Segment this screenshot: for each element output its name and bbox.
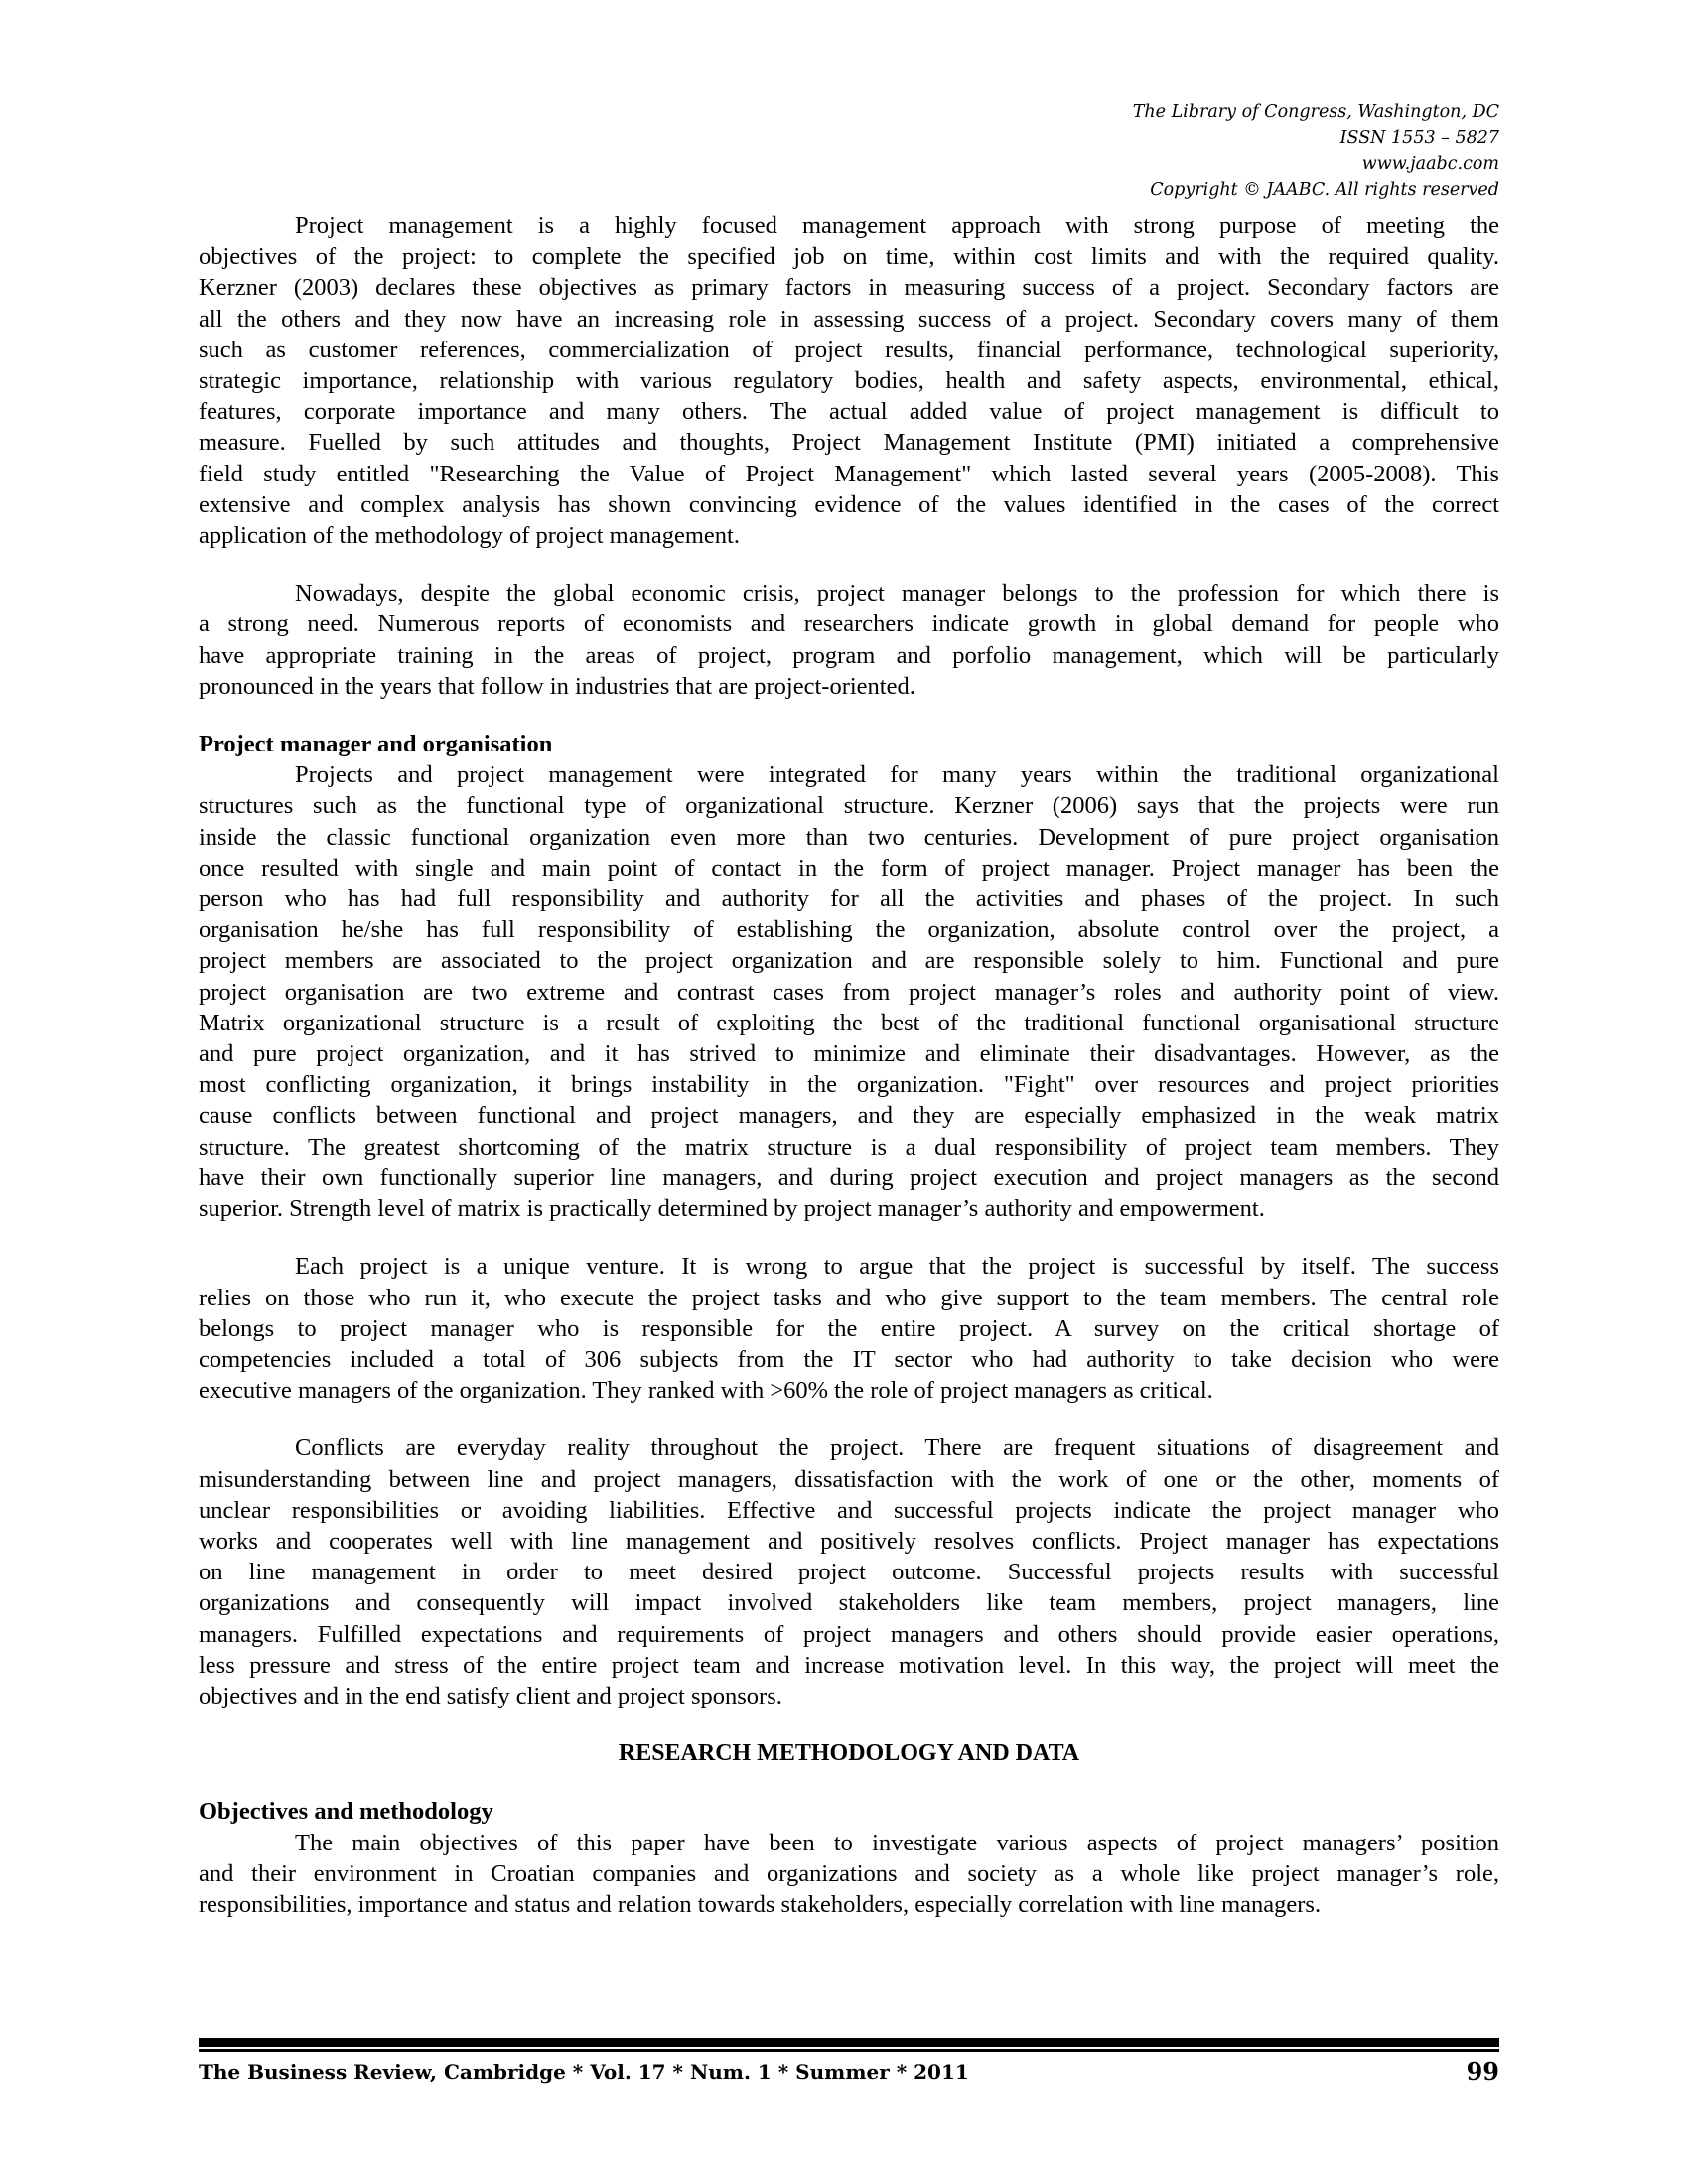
text-line: Projects and project management were integrated for many years within the traditional organizational [295,761,1499,789]
text-line: such as customer references, commercialization of project results, financial performance, technological superiority, [199,336,1499,363]
text-line: a strong need. Numerous reports of economists and researchers indicate growth in global demand for people who [199,611,1499,638]
text-line: misunderstanding between line and project managers, dissatisfaction with the work of one or the other, moments of [199,1465,1499,1493]
text-line: have appropriate training in the areas of project, program and porfolio management, which will be particularly [199,641,1499,669]
header-issn-line: ISSN 1553 – 5827 [1339,128,1499,148]
paragraph-organisation [199,759,1499,1224]
text-line: person who has had full responsibility and authority for all the activities and phases of the project. In such [199,886,1499,913]
text-line: project members are associated to the project organization and are responsible solely to him. Functional and pure [199,947,1499,975]
text-line: extensive and complex analysis has shown convincing evidence of the values identified in the cases of the correct [199,490,1499,518]
text-line: and their environment in Croatian companies and organizations and society as a whole like project manager’s role, [199,1859,1499,1887]
text-line: cause conflicts between functional and project managers, and they are especially emphasized in the weak matrix [199,1102,1499,1130]
text-line: Kerzner (2003) declares these objectives as primary factors in measuring success of a project. Secondary factors are [199,274,1499,302]
text-line: objectives and in the end satisfy client and project sponsors. [199,1682,782,1709]
text-line: Nowadays, despite the global economic crisis, project manager belongs to the profession for which there is [295,580,1499,608]
text-line: responsibilities, importance and status and relation towards stakeholders, especially correlation with line managers. [199,1890,1322,1918]
section-heading: RESEARCH METHODOLOGY AND DATA [618,1740,1080,1767]
page-footer [199,2055,1499,2089]
subheading-project-manager-organisation: Project manager and organisation [199,731,553,758]
footer-journal-citation: The Business Review, Cambridge * Vol. 17 * Num. 1 * Summer * 2011 [199,2060,969,2084]
page-number: 99 [1466,2057,1499,2086]
text-line: pronounced in the years that follow in industries that are project-oriented. [199,672,915,700]
paragraph-project-management [199,210,1499,551]
text-line: all the others and they now have an increasing role in assessing success of a project. Secondary covers many of them [199,305,1499,333]
text-line: unclear responsibilities or avoiding liabilities. Effective and successful projects indicate the project manager who [199,1496,1499,1524]
text-line: objectives of the project: to complete the specified job on time, within cost limits and with the required quality. [199,243,1499,271]
text-line: measure. Fuelled by such attitudes and thoughts, Project Management Institute (PMI) initiated a comprehensive [199,429,1499,457]
text-line: strategic importance, relationship with various regulatory bodies, health and safety aspects, environmental, ethical, [199,367,1499,395]
text-line: organizations and consequently will impact involved stakeholders like team members, project managers, line [199,1589,1499,1617]
subheading-objectives-methodology: Objectives and methodology [199,1798,493,1826]
text-line: application of the methodology of project management. [199,522,740,550]
header-library-line: The Library of Congress, Washington, DC [1132,102,1499,122]
text-line: structures such as the functional type of organizational structure. Kerzner (2006) says that the projects were run [199,792,1499,820]
text-line: The main objectives of this paper have been to investigate various aspects of project managers’ position [295,1829,1499,1856]
text-line: project organisation are two extreme and contrast cases from project manager’s roles and authority point of view. [199,978,1499,1006]
header-website-line: www.jaabc.com [1361,154,1499,174]
paragraph-unique-venture [199,1251,1499,1406]
text-line: most conflicting organization, it brings instability in the organization. "Fight" over resources and project priorities [199,1071,1499,1099]
footer-rule-thin [199,2049,1499,2052]
text-line: belongs to project manager who is responsible for the entire project. A survey on the critical shortage of [199,1314,1499,1342]
paragraph-objectives [199,1828,1499,1921]
text-line: organisation he/she has full responsibility of establishing the organization, absolute control over the project, a [199,916,1499,944]
text-line: Project management is a highly focused management approach with strong purpose of meeting the [295,212,1499,239]
text-line: structure. The greatest shortcoming of the matrix structure is a dual responsibility of project team members. They [199,1133,1499,1160]
text-line: Conflicts are everyday reality throughout the project. There are frequent situations of disagreement and [295,1434,1499,1462]
paragraph-conflicts [199,1433,1499,1711]
text-line: features, corporate importance and many others. The actual added value of project management is difficult to [199,398,1499,426]
text-line: less pressure and stress of the entire project team and increase motivation level. In this way, the project will meet the [199,1651,1499,1679]
footer-rule [199,2038,1499,2047]
text-line: works and cooperates well with line management and positively resolves conflicts. Project manager has expectations [199,1527,1499,1555]
text-line: competencies included a total of 306 subjects from the IT sector who had authority to take decision who were [199,1345,1499,1373]
text-line: executive managers of the organization. They ranked with >60% the role of project managers as critical. [199,1377,1213,1405]
text-line: on line management in order to meet desired project outcome. Successful projects results with successful [199,1559,1499,1586]
text-line: Matrix organizational structure is a result of exploiting the best of the traditional functional organisational structure [199,1009,1499,1036]
header-copyright-line: Copyright © JAABC. All rights reserved [1150,180,1499,200]
text-line: and pure project organization, and it has strived to minimize and eliminate their disadvantages. However, as the [199,1040,1499,1068]
text-line: once resulted with single and main point of contact in the form of project manager. Project manager has been the [199,854,1499,882]
text-line: have their own functionally superior line managers, and during project execution and project managers as the second [199,1163,1499,1191]
paragraph-nowadays [199,578,1499,702]
text-line: field study entitled "Researching the Value of Project Management" which lasted several years (2005-2008). This [199,460,1499,487]
article-body [199,210,1499,1920]
text-line: superior. Strength level of matrix is practically determined by project manager’s authority and empowerment. [199,1195,1265,1223]
page-header [1133,99,1499,203]
text-line: managers. Fulfilled expectations and requirements of project managers and others should provide easier operations, [199,1620,1499,1648]
text-line: inside the classic functional organization even more than two centuries. Development of pure project organisation [199,823,1499,851]
text-line: relies on those who run it, who execute the project tasks and who give support to the team members. The central role [199,1284,1499,1311]
text-line: Each project is a unique venture. It is wrong to argue that the project is successful by itself. The success [295,1253,1499,1281]
